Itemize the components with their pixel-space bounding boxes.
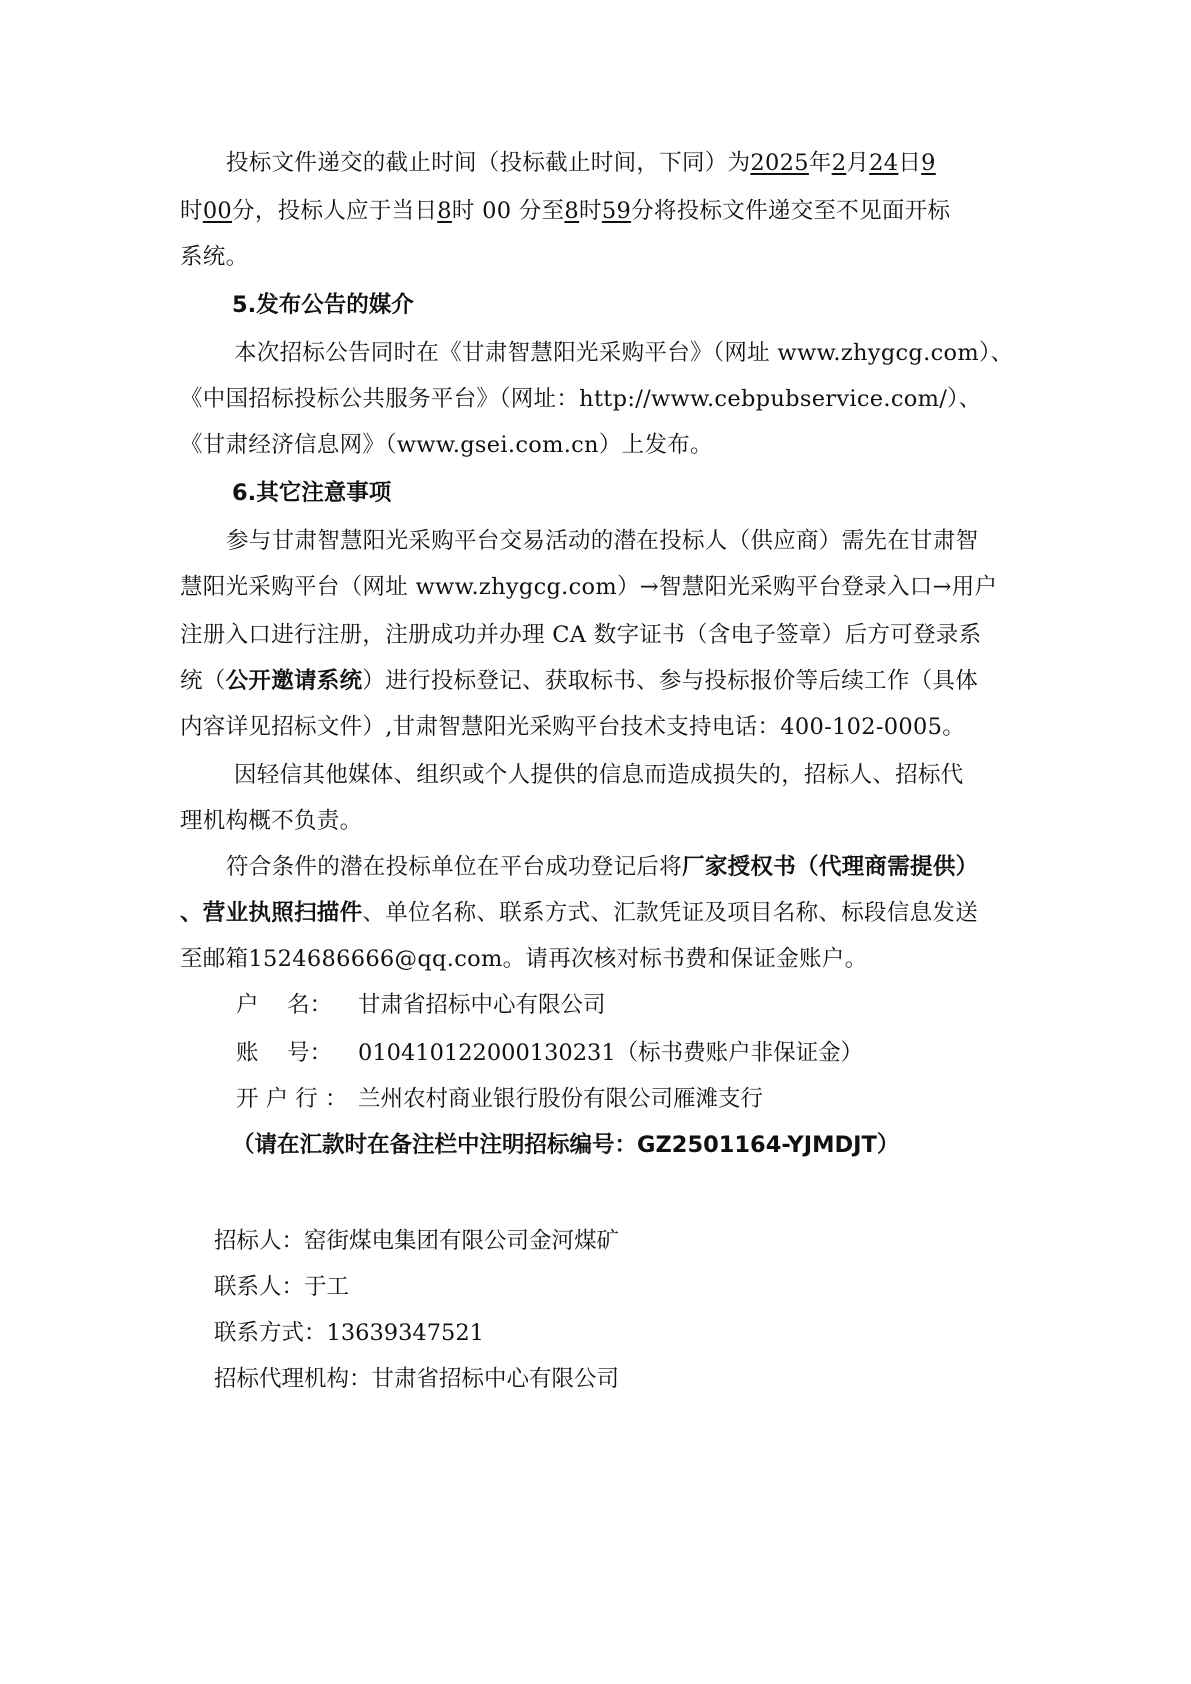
deadline-day: 24 <box>869 150 899 176</box>
deadline-to-minute: 59 <box>601 198 632 224</box>
account-name-label: 户 名： <box>236 992 333 1018</box>
deadline-hour: 9 <box>921 150 936 176</box>
deadline-line-3: 系统。 <box>180 244 249 270</box>
section-6-p1-line-4 <box>180 666 978 696</box>
section-6-p3-line-3: 至邮箱1524686666@qq.com。请再次核对标书费和保证金账户。 <box>180 946 868 972</box>
section-5-line-3: 《甘肃经济信息网》（www.gsei.com.cn）上发布。 <box>180 432 713 458</box>
agency-line: 招标代理机构：甘肃省招标中心有限公司 <box>214 1366 620 1392</box>
p1-line4-suffix: ）进行投标登记、获取标书、参与投标报价等后续工作（具体 <box>362 668 979 694</box>
section-6-p2-line-1: 因轻信其他媒体、组织或个人提供的信息而造成损失的，招标人、招标代 <box>234 762 964 788</box>
deadline-from-hour: 8 <box>437 198 452 224</box>
deadline-text-d: 时 <box>579 198 602 224</box>
deadline-to-hour: 8 <box>564 198 580 224</box>
authorization-letter: 厂家授权书（代理商需提供） <box>682 854 979 880</box>
account-bank-label: 开 户 行 ： <box>236 1086 348 1112</box>
account-bank-row <box>236 1084 763 1114</box>
section-6-p1-line-1: 参与甘肃智慧阳光采购平台交易活动的潜在投标人（供应商）需先在甘肃智 <box>226 528 979 554</box>
account-bank-value: 兰州农村商业银行股份有限公司雁滩支行 <box>358 1086 764 1112</box>
account-number-label: 账 号： <box>236 1040 333 1066</box>
section-5-line-2: 《中国招标投标公共服务平台》（网址：http://www.cebpubservice.com/）、 <box>180 386 982 412</box>
section-6-heading: 6.其它注意事项 <box>232 480 392 506</box>
deadline-month: 2 <box>831 150 847 176</box>
section-6-p1-line-2: 慧阳光采购平台（网址 www.zhygcg.com）→智慧阳光采购平台登录入口→用户 <box>180 574 998 600</box>
year-unit: 年 <box>808 150 832 176</box>
account-name-value: 甘肃省招标中心有限公司 <box>358 992 606 1018</box>
p1-line4-prefix: 统（ <box>180 668 226 694</box>
month-unit: 月 <box>846 150 870 176</box>
tenderer-line: 招标人：窑街煤电集团有限公司金河煤矿 <box>214 1228 620 1254</box>
section-6-p2-line-2: 理机构概不负责。 <box>180 808 363 834</box>
deadline-line-1 <box>226 148 936 178</box>
phone-line: 联系方式：13639347521 <box>214 1320 484 1346</box>
business-license-scan: 、营业执照扫描件 <box>180 900 363 926</box>
account-number-value: 010410122000130231（标书费账户非保证金） <box>358 1040 864 1066</box>
section-5-line-1: 本次招标公告同时在《甘肃智慧阳光采购平台》（网址 www.zhygcg.com）、 <box>234 340 1014 366</box>
deadline-text-c: 时 00 分至 <box>451 198 565 224</box>
deadline-text: 投标文件递交的截止时间（投标截止时间，下同）为 <box>226 150 751 176</box>
p3-line1-prefix: 符合条件的潜在投标单位在平台成功登记后将 <box>226 854 683 880</box>
deadline-text-e: 分将投标文件递交至不见面开标 <box>631 198 951 224</box>
contact-line: 联系人：于工 <box>214 1274 350 1300</box>
deadline-minute: 00 <box>202 198 233 224</box>
public-invitation-system: 公开邀请系统 <box>225 668 363 694</box>
account-number-row <box>236 1038 863 1068</box>
section-6-p3-line-1 <box>226 852 978 882</box>
section-5-heading: 5.发布公告的媒介 <box>232 292 414 318</box>
deadline-text-b: 分，投标人应于当日 <box>232 198 438 224</box>
section-6-p1-line-5: 内容详见招标文件）,甘肃智慧阳光采购平台技术支持电话：400-102-0005。 <box>180 714 966 740</box>
section-6-p3-line-2 <box>180 898 978 928</box>
account-name-row <box>236 990 606 1020</box>
day-unit: 日 <box>898 150 922 176</box>
section-6-p1-line-3: 注册入口进行注册，注册成功并办理 CA 数字证书（含电子签章）后方可登录系 <box>180 622 982 648</box>
deadline-year: 2025 <box>750 150 809 176</box>
hour-unit: 时 <box>180 198 203 224</box>
deadline-line-2 <box>180 196 950 226</box>
p3-line2-suffix: 、单位名称、联系方式、汇款凭证及项目名称、标段信息发送 <box>362 900 979 926</box>
remittance-remark: （请在汇款时在备注栏中注明招标编号：GZ2501164-YJMDJT） <box>232 1132 900 1158</box>
